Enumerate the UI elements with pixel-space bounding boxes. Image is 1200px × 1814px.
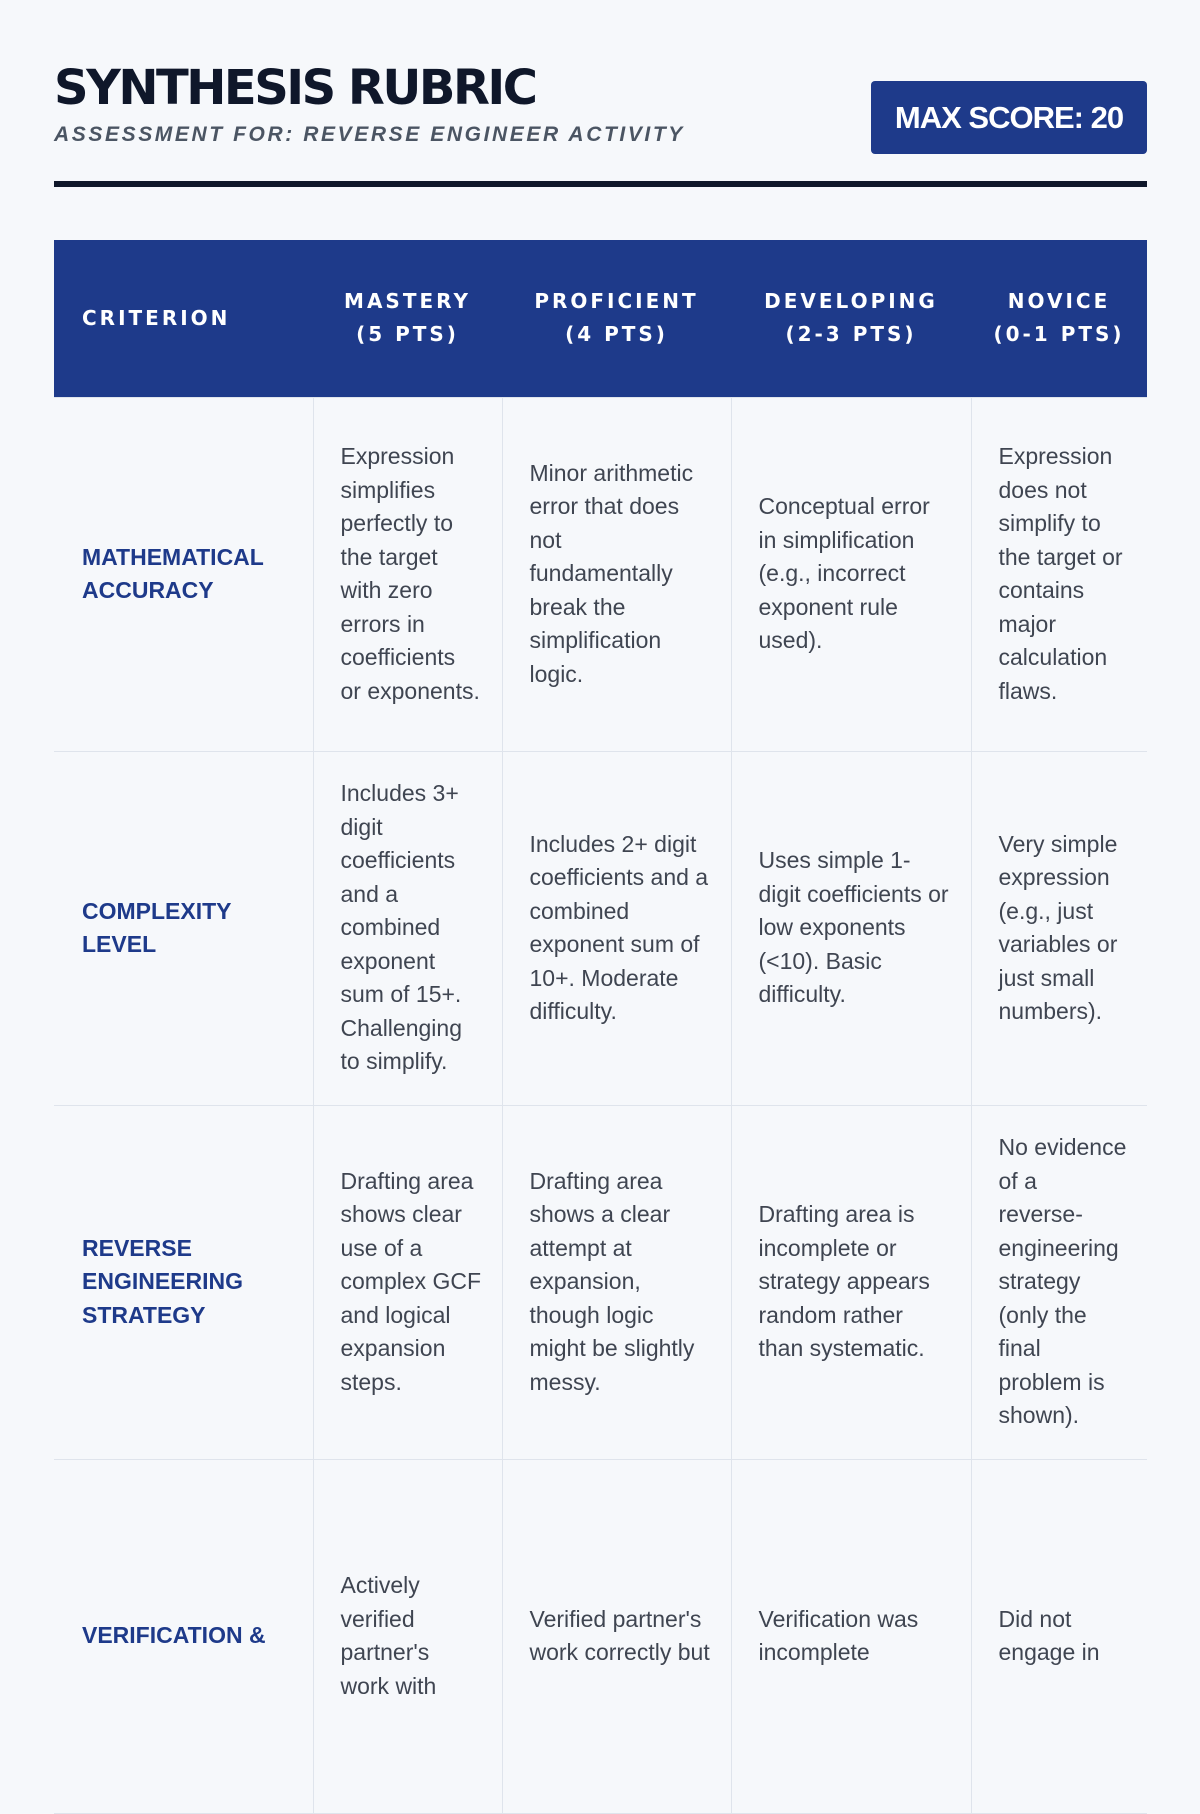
- mastery-cell: Drafting area shows clear use of a complex GCF and logical expansion steps.: [313, 1105, 502, 1459]
- rubric-table-header: [54, 240, 1147, 397]
- criterion-label: REVERSE ENGINEERING STRATEGY: [54, 1105, 313, 1459]
- criterion-label: MATHEMATICAL ACCURACY: [54, 397, 313, 751]
- column-header-criterion: CRITERION: [54, 240, 313, 397]
- table-row: [54, 1459, 1147, 1813]
- proficient-cell: Verified partner's work correctly but: [502, 1459, 731, 1813]
- table-row: [54, 397, 1147, 751]
- table-row: [54, 1105, 1147, 1459]
- proficient-cell: Drafting area shows a clear attempt at expansion, though logic might be slightly messy.: [502, 1105, 731, 1459]
- rubric-page: [54, 0, 1147, 1699]
- page-subtitle: ASSESSMENT FOR: REVERSE ENGINEER ACTIVITY: [54, 123, 685, 146]
- criterion-label: COMPLEXITY LEVEL: [54, 751, 313, 1105]
- developing-cell: Uses simple 1-digit coefficients or low exponents (<10). Basic difficulty.: [731, 751, 971, 1105]
- column-header-novice: NOVICE (0-1 PTS): [971, 240, 1147, 397]
- proficient-cell: Minor arithmetic error that does not fundamentally break the simplification logic.: [502, 397, 731, 751]
- mastery-cell: Includes 3+ digit coefficients and a combined exponent sum of 15+. Challenging to simplify.: [313, 751, 502, 1105]
- novice-cell: Did not engage in: [971, 1459, 1147, 1813]
- mastery-cell: Expression simplifies perfectly to the target with zero errors in coefficients or exponents.: [313, 397, 502, 751]
- mastery-cell: Actively verified partner's work with: [313, 1459, 502, 1813]
- developing-cell: Conceptual error in simplification (e.g., incorrect exponent rule used).: [731, 397, 971, 751]
- table-row: [54, 751, 1147, 1105]
- novice-cell: Very simple expression (e.g., just variables or just small numbers).: [971, 751, 1147, 1105]
- developing-cell: Verification was incomplete: [731, 1459, 971, 1813]
- header-divider: [54, 181, 1147, 187]
- column-header-mastery: MASTERY (5 PTS): [313, 240, 502, 397]
- page-header: [54, 56, 1147, 176]
- criterion-label: VERIFICATION &: [54, 1459, 313, 1813]
- header-row: [54, 240, 1147, 397]
- proficient-cell: Includes 2+ digit coefficients and a combined exponent sum of 10+. Moderate difficulty.: [502, 751, 731, 1105]
- novice-cell: Expression does not simplify to the target or contains major calculation flaws.: [971, 397, 1147, 751]
- developing-cell: Drafting area is incomplete or strategy appears random rather than systematic.: [731, 1105, 971, 1459]
- max-score-badge: MAX SCORE: 20: [871, 81, 1147, 154]
- rubric-table: [54, 240, 1147, 1814]
- column-header-proficient: PROFICIENT (4 PTS): [502, 240, 731, 397]
- page-title: SYNTHESIS RUBRIC: [54, 60, 536, 116]
- column-header-developing: DEVELOPING (2-3 PTS): [731, 240, 971, 397]
- rubric-table-body: [54, 397, 1147, 1813]
- novice-cell: No evidence of a reverse-engineering strategy (only the final problem is shown).: [971, 1105, 1147, 1459]
